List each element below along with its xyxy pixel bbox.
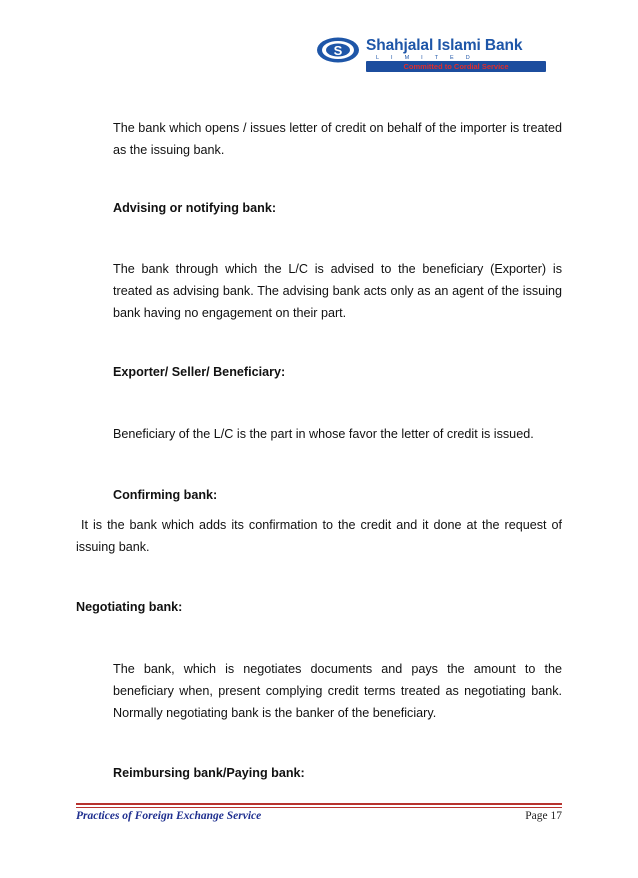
bank-logo [312,34,562,72]
svg-text:S: S [333,43,343,58]
tagline-bar [366,61,546,72]
reimbursing-bank-heading: Reimbursing bank/Paying bank: [113,766,305,780]
advising-bank-paragraph: The bank through which the L/C is advised to the beneficiary (Exporter) is treated as advising bank. The advising bank acts only as an agent of the issuing bank having no engagement on their part. [113,262,562,320]
negotiating-bank-heading: Negotiating bank: [76,600,183,614]
bank-emblem-icon [316,36,360,64]
issuing-bank-paragraph: The bank which opens / issues letter of credit on behalf of the importer is treated as the issuing bank. [113,121,562,157]
bank-name: Shahjalal Islami Bank [366,37,523,54]
beneficiary-paragraph: Beneficiary of the L/C is the part in whose favor the letter of credit is issued. [113,427,534,441]
footer-title: Practices of Foreign Exchange Service [76,810,262,822]
bank-tagline: Committed to Cordial Service [403,62,509,71]
confirming-bank-heading: Confirming bank: [113,488,218,502]
footer-rule-thin [76,807,562,808]
footer-rule-thick [76,803,562,805]
exporter-heading: Exporter/ Seller/ Beneficiary: [113,365,286,379]
advising-bank-heading: Advising or notifying bank: [113,201,277,215]
page-number: Page 17 [525,810,562,822]
negotiating-bank-paragraph: The bank, which is negotiates documents and pays the amount to the beneficiary when, present complying credit terms treated as negotiating bank. Normally negotiating bank is the banker of the beneficiary. [113,662,562,720]
confirming-bank-paragraph: It is the bank which adds its confirmation to the credit and it done at the request of issuing bank. [76,518,566,554]
bank-subline: LIMITED [376,55,482,61]
